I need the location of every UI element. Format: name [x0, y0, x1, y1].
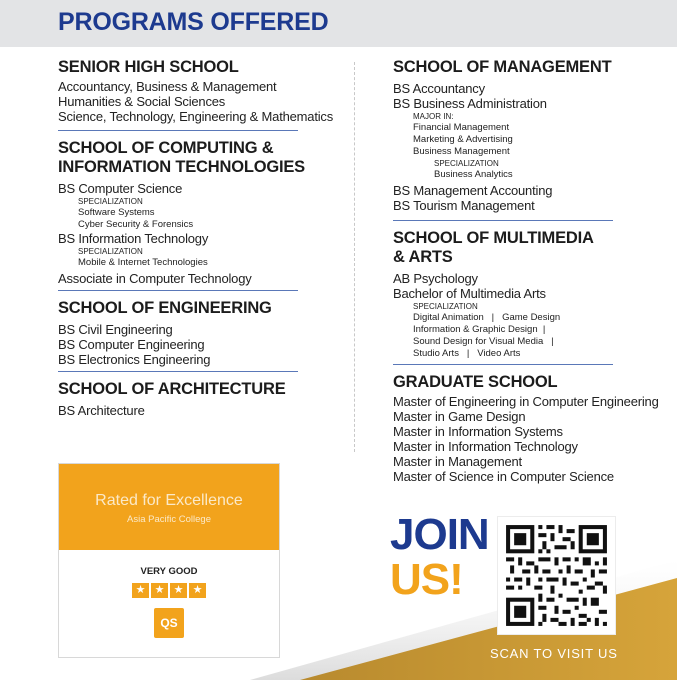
star-icon: ★	[170, 583, 187, 598]
program-ba: BS Business Administration	[393, 96, 547, 111]
specialization-item: Information & Graphic Design |	[413, 324, 546, 335]
section-divider	[393, 364, 613, 365]
program-bma: Bachelor of Multimedia Arts	[393, 286, 546, 301]
graduate-item: Master of Science in Computer Science	[393, 469, 614, 484]
multimedia-title-line2: & ARTS	[393, 248, 453, 266]
engineering-item: BS Civil Engineering	[58, 322, 173, 337]
multimedia-title	[393, 229, 673, 267]
section-divider	[393, 220, 613, 221]
graduate-item: Master in Information Systems	[393, 424, 563, 439]
specialization-label: SPECIALIZATION	[78, 197, 143, 206]
qs-rating-badge	[58, 463, 280, 658]
engineering-title: SCHOOL OF ENGINEERING	[58, 299, 272, 317]
join-text: JOIN	[390, 510, 489, 559]
computing-title-line1: SCHOOL OF COMPUTING &	[58, 139, 274, 157]
badge-subtitle: Asia Pacific College	[127, 514, 211, 525]
section-divider	[58, 290, 298, 291]
badge-title: Rated for Excellence	[95, 492, 243, 509]
specialization-item: Business Analytics	[434, 169, 513, 180]
qs-logo: QS	[154, 608, 184, 638]
qr-code-graphic	[498, 517, 615, 634]
left-column	[58, 58, 343, 418]
shs-item: Humanities & Social Sciences	[58, 94, 226, 109]
graduate-item: Master of Engineering in Computer Engineering	[393, 394, 659, 409]
scan-to-visit-label: SCAN TO VISIT US	[490, 646, 618, 661]
right-column	[393, 58, 673, 484]
specialization-item: Studio Arts | Video Arts	[413, 348, 521, 359]
specialization-item: Software Systems	[78, 207, 155, 218]
specialization-label: SPECIALIZATION	[413, 302, 478, 311]
computing-title	[58, 139, 343, 177]
specialization-item: Sound Design for Visual Media |	[413, 336, 554, 347]
specialization-label: SPECIALIZATION	[78, 247, 143, 256]
section-divider	[58, 371, 298, 372]
program-assoc: Associate in Computer Technology	[58, 271, 252, 286]
join-us-heading	[390, 512, 489, 602]
section-divider	[58, 130, 298, 131]
major-item: Financial Management	[413, 122, 510, 133]
program-accountancy: BS Accountancy	[393, 81, 485, 96]
shs-item: Accountancy, Business & Management	[58, 79, 277, 94]
architecture-item: BS Architecture	[58, 403, 145, 418]
star-icon: ★	[189, 583, 206, 598]
star-rating	[59, 583, 279, 598]
badge-header	[59, 464, 279, 550]
rating-label: VERY GOOD	[140, 566, 198, 577]
graduate-title: GRADUATE SCHOOL	[393, 373, 558, 391]
engineering-item: BS Electronics Engineering	[58, 352, 211, 367]
program-it: BS Information Technology	[58, 231, 209, 246]
shs-item: Science, Technology, Engineering & Mathematics	[58, 109, 334, 124]
major-item: Business Management	[413, 146, 510, 157]
management-item: BS Management Accounting	[393, 183, 553, 198]
graduate-item: Master in Management	[393, 454, 522, 469]
architecture-title: SCHOOL OF ARCHITECTURE	[58, 380, 286, 398]
us-text: US!	[390, 555, 463, 604]
multimedia-title-line1: SCHOOL OF MULTIMEDIA	[393, 229, 594, 247]
star-icon: ★	[151, 583, 168, 598]
specialization-item: Cyber Security & Forensics	[78, 219, 194, 230]
qr-code[interactable]	[497, 516, 616, 635]
management-title: SCHOOL OF MANAGEMENT	[393, 58, 612, 76]
computing-title-line2: INFORMATION TECHNOLOGIES	[58, 158, 305, 176]
management-item: BS Tourism Management	[393, 198, 535, 213]
graduate-item: Master in Information Technology	[393, 439, 578, 454]
program-cs: BS Computer Science	[58, 181, 183, 196]
star-icon: ★	[132, 583, 149, 598]
shs-title: SENIOR HIGH SCHOOL	[58, 58, 239, 76]
graduate-item: Master in Game Design	[393, 409, 526, 424]
engineering-item: BS Computer Engineering	[58, 337, 205, 352]
program-psych: AB Psychology	[393, 271, 478, 286]
column-divider	[354, 62, 355, 452]
page-title: PROGRAMS OFFERED	[58, 8, 329, 36]
specialization-item: Digital Animation | Game Design	[413, 312, 561, 323]
major-label: MAJOR IN:	[413, 112, 454, 121]
specialization-item: Mobile & Internet Technologies	[78, 257, 208, 268]
specialization-label: SPECIALIZATION	[434, 159, 499, 168]
major-item: Marketing & Advertising	[413, 134, 513, 145]
